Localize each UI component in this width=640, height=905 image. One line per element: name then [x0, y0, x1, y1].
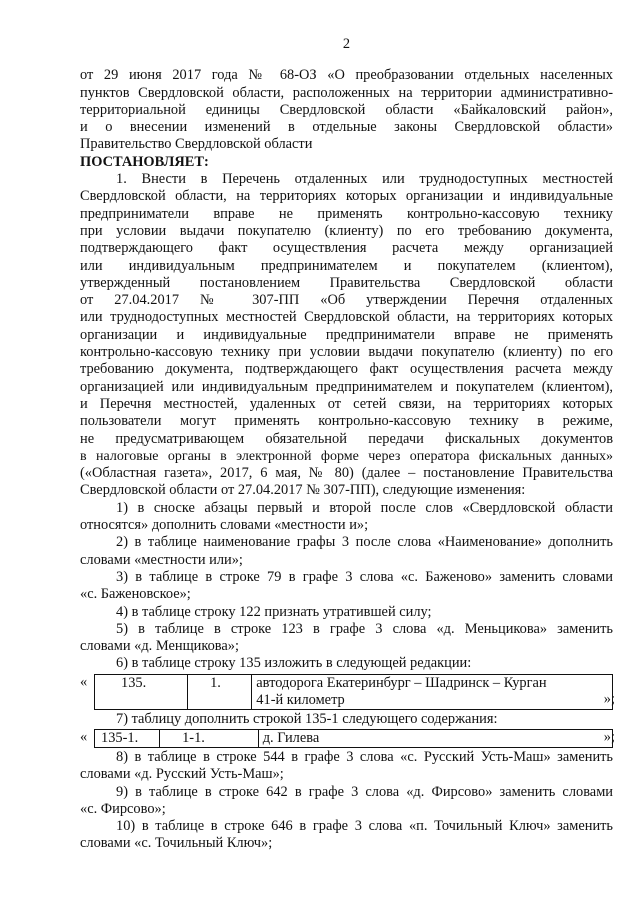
item-6-line: 6) в таблице строку 135 изложить в следующей редакции: [116, 655, 472, 672]
table-row-135-1 [80, 729, 613, 748]
p1-line: организацией или индивидуальным предпринимателем и покупателем (клиентом), [80, 378, 613, 395]
p1-line: не предусматривающем обязательной передачи фискальных документов [80, 430, 613, 447]
document-page [80, 36, 613, 853]
item-2-line: словами «местности или»; [80, 551, 243, 568]
p1-line: 1. Внести в Перечень отдаленных или труднодоступных местностей [116, 171, 613, 188]
paragraph-1 [80, 171, 613, 500]
p1-line: пользователи могут применять контрольно-кассовую технику в режиме, [80, 413, 613, 430]
item-4-line: 4) в таблице строку 122 признать утратившей силу; [116, 603, 432, 620]
p1-line: от 27.04.2017 № 307-ПП «Об утверждении Перечня отдаленных [80, 292, 613, 309]
table-row [95, 729, 613, 747]
name-line: автодорога Екатеринбург – Шадринск – Курган [256, 674, 547, 691]
item-5-line: словами «д. Менщикова»; [80, 638, 239, 655]
table-cell-name: д. Гилева [258, 729, 612, 747]
amendments-list [80, 500, 613, 853]
item-9-line: 9) в таблице в строке 642 в графе 3 слова «д. Фирсово» заменить словами [116, 783, 613, 800]
decree-word: ПОСТАНОВЛЯЕТ: [80, 153, 209, 170]
p1-line: требованию документа, подтверждающего факт осуществления расчета между [80, 361, 613, 378]
intro-paragraph [80, 67, 613, 153]
p1-line: или индивидуальным предпринимателем и покупателем (клиентом), [80, 257, 613, 274]
inserted-table [94, 729, 613, 748]
p1-line: и Перечня местностей, удаленных от сетей связи, на территориях которых [80, 395, 613, 412]
p1-line: Свердловской области, на территориях которых организации и индивидуальные [80, 188, 613, 205]
intro-line: и о внесении изменений в отдельные законы Свердловской области» [80, 119, 613, 136]
table-row [95, 674, 613, 709]
item-3-line: «с. Баженовское»; [80, 586, 191, 603]
table-cell-name [252, 674, 613, 709]
name-line: 41-й километр [256, 691, 345, 708]
table-cell-number: 135. [95, 674, 188, 709]
p1-line: Свердловской области от 27.04.2017 № 307-ПП), следующие изменения: [80, 482, 526, 499]
table-cell-number: 135-1. [95, 729, 160, 747]
p1-line: организации и индивидуальные предприниматели вправе не применять [80, 326, 613, 343]
item-10-line: словами «с. Точильный Ключ»; [80, 835, 273, 852]
item-5-line: 5) в таблице в строке 123 в графе 3 слова «д. Меньцикова» заменить [116, 620, 613, 637]
p1-line: утвержденный постановлением Правительства Свердловской области [80, 274, 613, 291]
p1-line: или труднодоступных местностей Свердловской области, на территориях которых [80, 309, 613, 326]
table-row-135 [80, 674, 613, 710]
p1-line: при условии выдачи покупателю (клиенту) по его требованию документа, [80, 222, 613, 239]
open-quote: « [80, 673, 88, 690]
intro-line: от 29 июня 2017 года № 68-ОЗ «О преобразовании отдельных населенных [80, 67, 613, 84]
inserted-table [94, 674, 613, 710]
p1-line: предприниматели вправе не применять контрольно-кассовую технику [80, 205, 613, 222]
item-8-line: словами «д. Русский Усть-Маш»; [80, 766, 284, 783]
item-10-line: 10) в таблице в строке 646 в графе 3 слова «п. Точильный Ключ» заменить [116, 818, 613, 835]
open-quote: « [80, 728, 88, 745]
item-9-line: «с. Фирсово»; [80, 800, 166, 817]
p1-line: в налоговые органы в электронной форме через оператора фискальных данных» [80, 448, 613, 464]
intro-line: территориальной единицы Свердловской области «Байкаловский район», [80, 101, 613, 118]
intro-line: Правительство Свердловской области [80, 136, 313, 153]
item-1-line: относятся» дополнить словами «местности и»; [80, 517, 369, 534]
p1-line: («Областная газета», 2017, 6 мая, № 80) (далее – постановление Правительства [80, 465, 613, 482]
p1-line: подтверждающего факт осуществления расчета между организацией [80, 240, 613, 257]
table-cell-subnumber: 1. [188, 674, 252, 709]
item-1-line: 1) в сноске абзацы первый и второй после слов «Свердловской области [116, 499, 613, 516]
p1-line: контрольно-кассовую технику при условии выдачи покупателю (клиенту) по его [80, 344, 613, 361]
table-cell-subnumber: 1-1. [160, 729, 259, 747]
close-quote: »; [603, 690, 615, 707]
page-number: 2 [342, 36, 351, 52]
item-3-line: 3) в таблице в строке 79 в графе 3 слова «с. Баженово» заменить словами [116, 568, 613, 585]
item-7-line: 7) таблицу дополнить строкой 135-1 следующего содержания: [116, 710, 498, 727]
close-quote: »; [603, 728, 615, 745]
intro-line: пунктов Свердловской области, расположенных на территории административно- [80, 84, 613, 101]
item-8-line: 8) в таблице в строке 544 в графе 3 слова «с. Русский Усть-Маш» заменить [116, 748, 613, 765]
item-2-line: 2) в таблице наименование графы 3 после слова «Наименование» дополнить [116, 534, 613, 551]
